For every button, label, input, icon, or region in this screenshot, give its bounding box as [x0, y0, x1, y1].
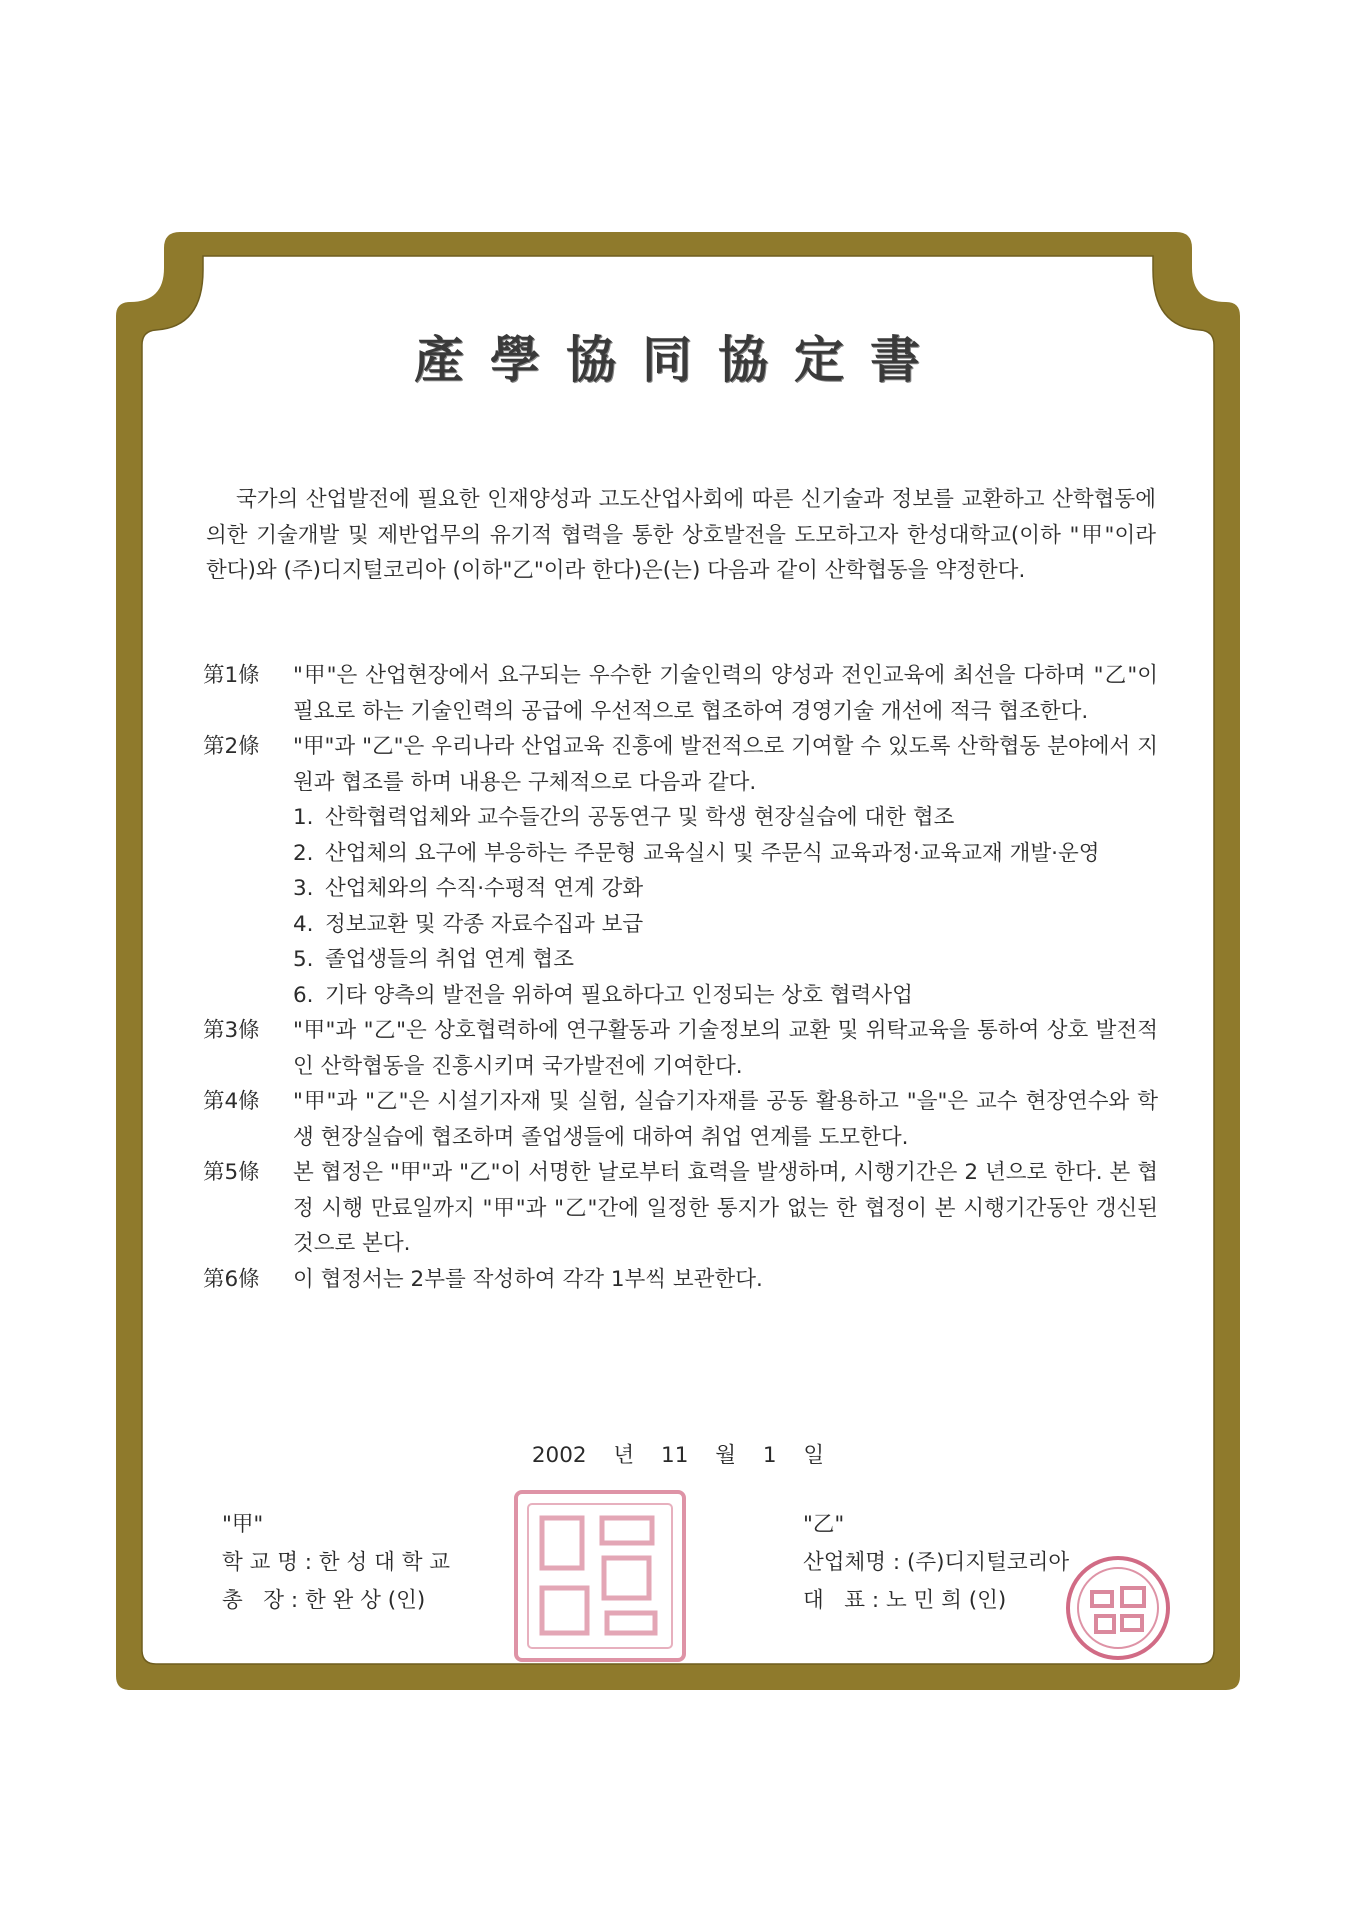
article-2 [203, 729, 1158, 1013]
item-text: 기타 양측의 발전을 위하여 필요하다고 인정되는 상호 협력사업 [325, 982, 913, 1008]
article-number: 第5條 [203, 1160, 260, 1185]
article-number: 第1條 [203, 663, 260, 688]
party-b-label: "乙" [803, 1512, 845, 1537]
article-text: 본 협정은 "甲"과 "乙"이 서명한 날로부터 효력을 발생하며, 시행기간은 2 년으로 한다. 본 협정 시행 만료일까지 "甲"과 "乙"간에 일정한 통지가 없는 한 협정이 본 시행기간동안 갱신된 것으로 본다. [293, 1160, 1158, 1256]
article-text: "甲"은 산업현장에서 요구되는 우수한 기술인력의 양성과 전인교육에 최선을 다하며 "乙"이 필요로 하는 기술인력의 공급에 우선적으로 협조하여 경영기술 개선에 적극 협조한다. [293, 663, 1158, 724]
item-text: 산업체와의 수직·수평적 연계 강화 [325, 876, 644, 901]
party-a-label: "甲" [222, 1512, 264, 1537]
item-text: 졸업생들의 취업 연계 협조 [325, 947, 574, 972]
article-2-items [293, 800, 1158, 1013]
item-number: 6. [293, 982, 314, 1008]
article-text: "甲"과 "乙"은 시설기자재 및 실험, 실습기자재를 공동 활용하고 "을"은 교수 현장연수와 학생 현장실습에 협조하며 졸업생들에 대하여 취업 연계를 도모한다. [293, 1089, 1158, 1150]
item-number: 3. [293, 876, 314, 901]
party-b-signature-block [803, 1506, 1069, 1620]
article-number: 第4條 [203, 1089, 260, 1114]
company-seal-icon [1062, 1552, 1174, 1664]
article-text: 이 협정서는 2부를 작성하여 각각 1부씩 보관한다. [293, 1266, 763, 1292]
item-text: 산업체의 요구에 부응하는 주문형 교육실시 및 주문식 교육과정·교육교재 개발·운영 [325, 840, 1100, 866]
article-4 [203, 1084, 1158, 1155]
article-text: "甲"과 "乙"은 우리나라 산업교육 진흥에 발전적으로 기여할 수 있도록 산학협동 분야에서 지원과 협조를 하며 내용은 구체적으로 다음과 같다. [293, 734, 1158, 795]
party-b-rep-field: 대 표 : 노 민 희 (인) [803, 1588, 1007, 1613]
item-text: 정보교환 및 각종 자료수집과 보급 [325, 911, 644, 937]
list-item [293, 800, 1158, 836]
article-number: 第2條 [203, 734, 260, 759]
intro-paragraph: 국가의 산업발전에 필요한 인재양성과 고도산업사회에 따른 신기술과 정보를 교환하고 산학협동에 의한 기술개발 및 제반업무의 유기적 협력을 통한 상호발전을 도모하고자 한성대학교(이하 "甲"이라 한다)와 (주)디지털코리아 (이하"乙"이라 한다)은(는) 다음과 같이 산학협동을 약정한다. [206, 487, 1156, 583]
list-item [293, 871, 1158, 907]
article-number: 第3條 [203, 1018, 260, 1043]
party-a-rep-field: 총 장 : 한 완 상 (인) [222, 1588, 426, 1613]
article-number: 第6條 [203, 1266, 260, 1292]
article-1 [203, 658, 1158, 729]
list-item [293, 836, 1158, 872]
party-a-org-field: 학 교 명 : 한 성 대 학 교 [222, 1550, 451, 1575]
agreement-date: 2002 년 11 월 1 일 [531, 1443, 825, 1468]
document-title: 產學協同協定書 [414, 330, 946, 389]
article-5 [203, 1155, 1158, 1262]
item-number: 4. [293, 911, 314, 937]
item-text: 산학협력업체와 교수들간의 공동연구 및 학생 현장실습에 대한 협조 [325, 805, 955, 830]
list-item [293, 942, 1158, 978]
article-6 [203, 1262, 1158, 1298]
article-body [293, 729, 1158, 1013]
list-item [293, 978, 1158, 1014]
party-b-org-field: 산업체명 : (주)디지털코리아 [803, 1550, 1070, 1575]
item-number: 2. [293, 840, 314, 866]
university-seal-icon [512, 1488, 688, 1664]
article-text: "甲"과 "乙"은 상호협력하에 연구활동과 기술정보의 교환 및 위탁교육을 통하여 상호 발전적인 산학협동을 진흥시키며 국가발전에 기여한다. [293, 1018, 1158, 1079]
list-item [293, 907, 1158, 943]
articles-list [203, 658, 1158, 1297]
party-a-signature-block [222, 1506, 450, 1620]
item-number: 1. [293, 805, 314, 830]
item-number: 5. [293, 947, 314, 972]
article-3 [203, 1013, 1158, 1084]
